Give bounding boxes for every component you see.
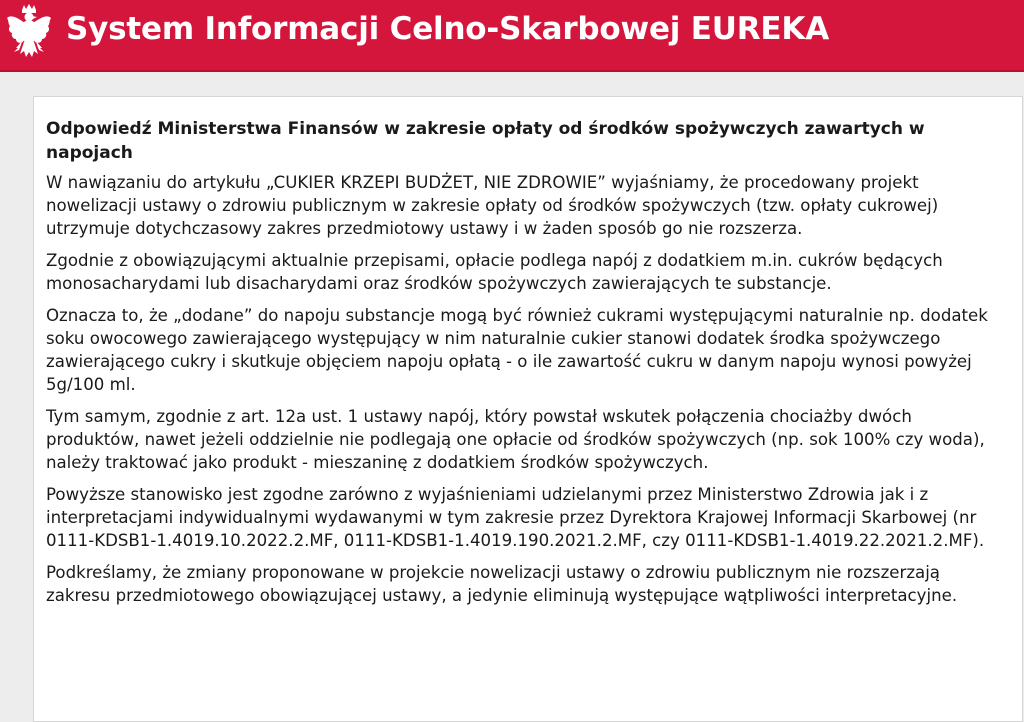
article-paragraph-4: Tym samym, zgodnie z art. 12a ust. 1 ustawy napój, który powstał wskutek połączenia chociażby dwóch produktów, nawet jeżeli oddzielnie nie podlegają one opłacie od środków spożywczych (np. sok 100% czy woda), należy traktować jako produkt - mieszaninę z dodatkiem środków spożywczych. (46, 407, 985, 472)
article-paragraph-5: Powyższe stanowisko jest zgodne zarówno z wyjaśnieniami udzielanymi przez Ministerstwo Zdrowia jak i z interpretacjami indywidualnymi wydawanymi w tym zakresie przez Dyrektora Krajowej Informacji Skarbowej (nr 0111-KDSB1-1.4019.10.2022.2.MF, 0111-KDSB1-1.4019.190.2021.2.MF, czy 0111-KDSB1-1.4019.22.2021.2.MF). (46, 485, 985, 550)
article-panel (33, 96, 1023, 722)
site-title: System Informacji Celno-Skarbowej EUREKA (66, 11, 830, 47)
article-paragraph-1: W nawiązaniu do artykułu „CUKIER KRZEPI BUDŻET, NIE ZDROWIE” wyjaśniamy, że procedowany projekt nowelizacji ustawy o zdrowiu publicznym w zakresie opłaty od środków spożywczych (tzw. opłaty cukrowej) utrzymuje dotychczasowy zakres przedmiotowy ustawy i w żaden sposób go nie rozszerza. (46, 173, 939, 238)
site-header (0, 0, 1024, 72)
article-paragraph-6: Podkreślamy, że zmiany proponowane w projekcie nowelizacji ustawy o zdrowiu publicznym nie rozszerzają zakresu przedmiotowego obowiązującej ustawy, a jedynie eliminują występujące wątpliwości interpretacyjne. (46, 563, 958, 605)
article-paragraph-2: Zgodnie z obowiązującymi aktualnie przepisami, opłacie podlega napój z dodatkiem m.in. cukrów będących monosacharydami lub disacharydami oraz środków spożywczych zawierających te substancje. (46, 251, 943, 293)
white-eagle-emblem-icon (6, 4, 52, 62)
article-title: Odpowiedź Ministerstwa Finansów w zakresie opłaty od środków spożywczych zawartych w napojach (46, 119, 925, 163)
article-paragraph-3: Oznacza to, że „dodane” do napoju substancje mogą być również cukrami występującymi naturalnie np. dodatek soku owocowego zawierającego występujący w nim naturalnie cukier stanowi dodatek środka spożywczego zawierającego cukry i skutkuje objęciem napoju opłatą - o ile zawartość cukru w danym napoju wynosi powyżej 5g/100 ml. (46, 306, 988, 394)
